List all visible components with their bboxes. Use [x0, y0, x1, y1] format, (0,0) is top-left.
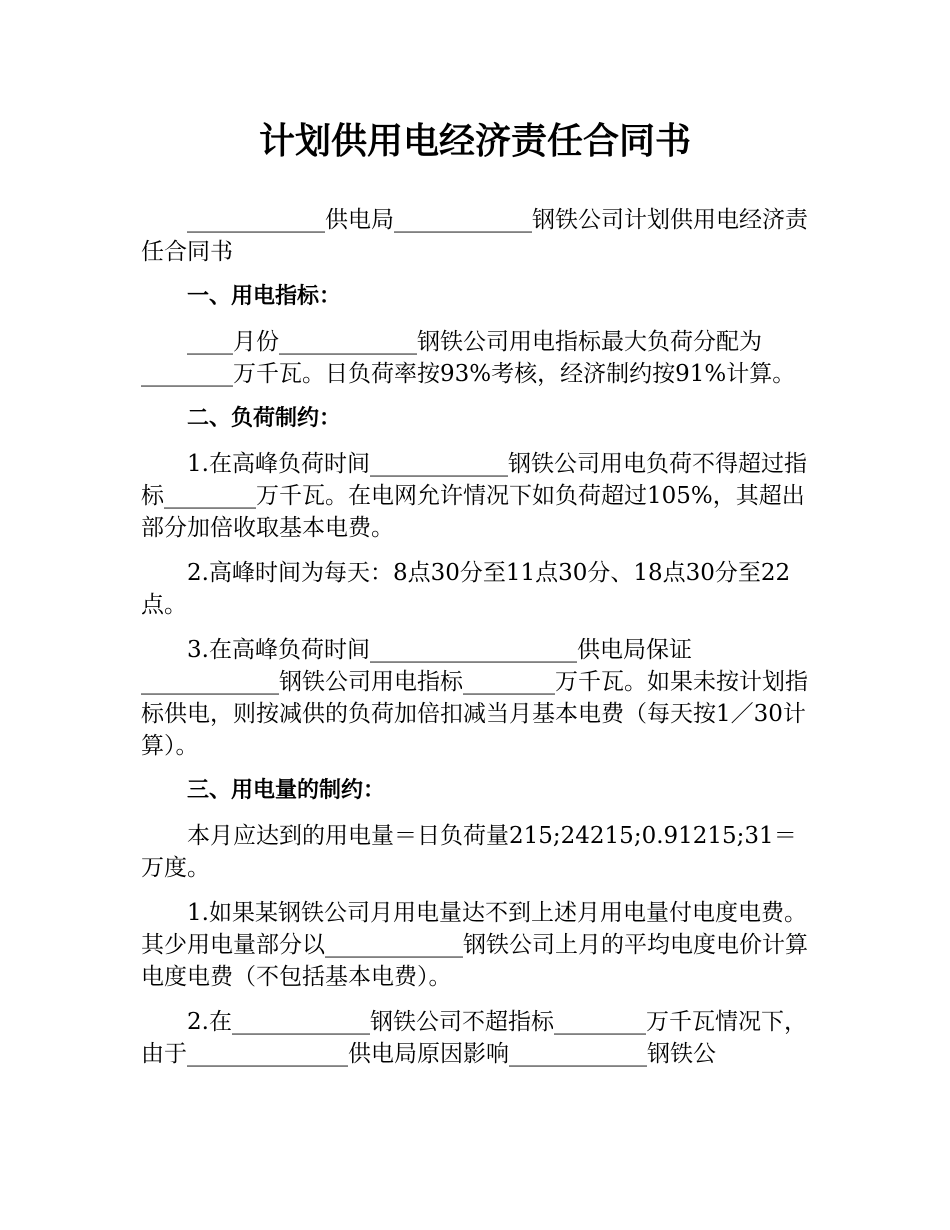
section-heading-1: 一、用电指标：	[187, 284, 342, 309]
paragraph: 1.如果某钢铁公司月用电量达不到上述月用电量付电度电费。其少用电量部分以____________钢铁公司上月的平均电度电价计算电度电费（不包括基本电费）。	[141, 900, 808, 990]
document-title: 计划供用电经济责任合同书	[258, 121, 691, 162]
section-heading-3: 三、用电量的制约：	[187, 778, 386, 803]
intro-paragraph: ____________供电局____________钢铁公司计划供用电经济责任合同书	[141, 207, 808, 265]
paragraph: 本月应达到的用电量＝日负荷量215;24215;0.91215;31＝万度。	[141, 823, 797, 881]
paragraph: ____月份____________钢铁公司用电指标最大负荷分配为________万千瓦。日负荷率按93%考核，经济制约按91%计算。	[141, 329, 796, 387]
document-body	[141, 204, 813, 1083]
paragraph: 3.在高峰负荷时间__________________供电局保证____________钢铁公司用电指标________万千瓦。如果未按计划指标供电，则按减供的负荷加倍扣减当月基本电费（每天按1／30计算）。	[141, 637, 808, 759]
paragraph: 1.在高峰负荷时间____________钢铁公司用电负荷不得超过指标________万千瓦。在电网允许情况下如负荷超过105%，其超出部分加倍收取基本电费。	[141, 451, 807, 541]
section-heading-2: 二、负荷制约：	[187, 406, 342, 431]
paragraph: 2.在____________钢铁公司不超指标________万千瓦情况下，由于______________供电局原因影响____________钢铁公	[141, 1009, 807, 1067]
paragraph: 2.高峰时间为每天：8点30分至11点30分、18点30分至22点。	[141, 560, 791, 618]
